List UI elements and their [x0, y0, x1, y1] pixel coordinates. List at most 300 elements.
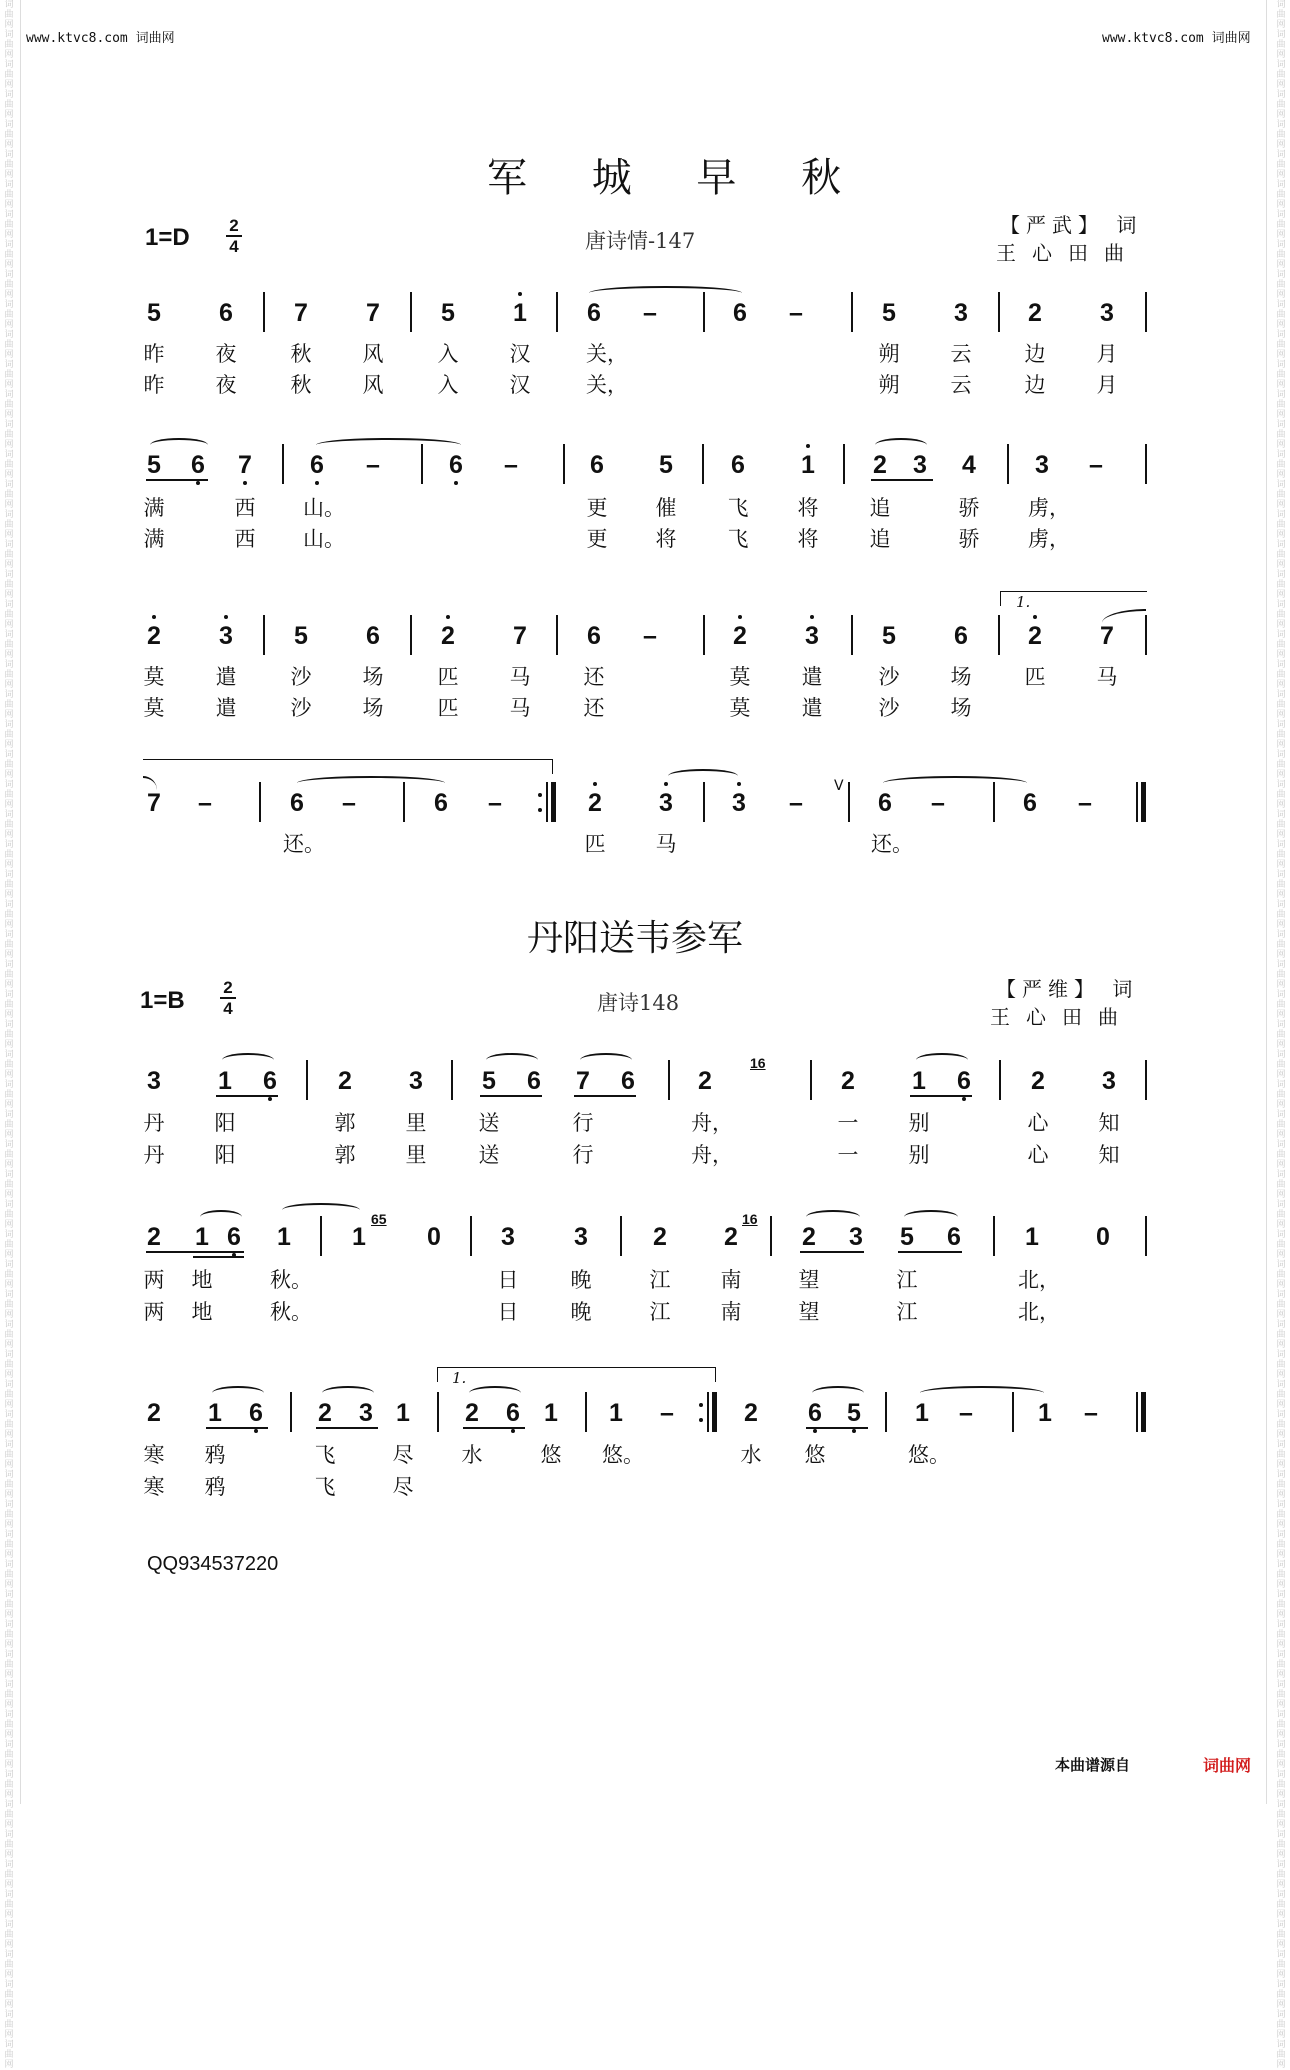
lyric: 遣 — [801, 665, 823, 689]
lyric: 秋 — [290, 342, 312, 366]
lyric: 秋。 — [270, 1300, 312, 1324]
lyric: 两 — [143, 1300, 165, 1324]
note: 2 — [841, 1067, 855, 1095]
lyric: 飞 — [727, 496, 749, 520]
note: 1 — [544, 1399, 558, 1427]
final-barline — [1141, 782, 1146, 822]
octave-dot — [806, 444, 810, 448]
beam — [480, 1095, 542, 1097]
repeat-dot — [538, 808, 542, 812]
octave-dot — [962, 1097, 966, 1101]
slur-start — [1102, 609, 1146, 623]
slur — [589, 286, 742, 300]
octave-dot — [738, 615, 742, 619]
lyric: 郭 — [334, 1111, 356, 1135]
footer-source-label: 本曲谱源自 — [1055, 1757, 1131, 1774]
octave-dot — [315, 481, 319, 485]
lyric: 北， — [1018, 1300, 1060, 1324]
lyric: 莫 — [729, 696, 751, 720]
lyric: 山。 — [303, 527, 345, 551]
lyric: 将 — [797, 527, 819, 551]
song1-composer: 王心田曲 — [996, 241, 1140, 265]
note: 1 — [915, 1399, 929, 1427]
beam — [574, 1095, 636, 1097]
beam — [463, 1427, 525, 1429]
final-barline — [1141, 1392, 1146, 1432]
lyric: 南 — [720, 1268, 742, 1292]
lyric: 场 — [950, 665, 972, 689]
lyric: 飞 — [314, 1475, 336, 1499]
lyric: 行 — [572, 1111, 594, 1135]
repeat-dot — [538, 793, 542, 797]
qq-contact: QQ934537220 — [147, 1553, 279, 1575]
lyric: 日 — [497, 1268, 519, 1292]
octave-dot — [511, 1429, 515, 1433]
note: 5 — [882, 622, 896, 650]
note: 1 — [195, 1223, 209, 1251]
slur — [904, 1210, 958, 1224]
lyric: 匹 — [584, 832, 606, 856]
lyric: 夜 — [215, 342, 237, 366]
lyric: 阳 — [214, 1143, 236, 1167]
dash: – — [789, 299, 803, 327]
lyric: 江 — [649, 1268, 671, 1292]
note: 6 — [1023, 789, 1037, 817]
barline — [999, 1060, 1001, 1100]
note: 6 — [957, 1067, 971, 1095]
note: 3 — [359, 1399, 373, 1427]
octave-dot — [268, 1097, 272, 1101]
lyric: 虏， — [1028, 496, 1070, 520]
lyric: 还 — [583, 665, 605, 689]
song2-key: 1=B — [140, 987, 185, 1014]
slur — [282, 1203, 360, 1217]
lyric: 江 — [896, 1268, 918, 1292]
note: 2 — [1028, 622, 1042, 650]
note: 6 — [249, 1399, 263, 1427]
lyric: 知 — [1098, 1143, 1120, 1167]
note: 5 — [441, 299, 455, 327]
lyric: 马 — [509, 696, 531, 720]
lyric: 别 — [908, 1143, 930, 1167]
octave-dot — [737, 782, 741, 786]
barline — [703, 782, 705, 822]
volta-bracket — [437, 1367, 716, 1382]
lyric: 悠 — [804, 1443, 826, 1467]
lyric: 里 — [405, 1143, 427, 1167]
song2-title: 丹阳送韦参军 — [527, 917, 744, 958]
lyric: 水 — [461, 1443, 483, 1467]
grace-notes: 16 — [750, 1055, 766, 1071]
lyric: 莫 — [729, 665, 751, 689]
slur — [297, 776, 445, 790]
barline — [259, 782, 261, 822]
lyric: 月 — [1096, 342, 1118, 366]
barline — [410, 292, 412, 332]
lyric: 舟， — [691, 1143, 733, 1167]
note: 3 — [913, 451, 927, 479]
song2-lyricist: 【严维】 词 — [996, 977, 1139, 1001]
grace-notes: 65 — [371, 1211, 387, 1227]
lyric: 别 — [908, 1111, 930, 1135]
footer-site-link[interactable]: 词曲网 — [1203, 1758, 1252, 1775]
beam — [216, 1095, 278, 1097]
slur — [668, 769, 738, 783]
note: 6 — [947, 1223, 961, 1251]
barline — [843, 444, 845, 484]
beam — [806, 1427, 868, 1429]
octave-dot — [196, 481, 200, 485]
lyric: 南 — [720, 1300, 742, 1324]
note: 2 — [744, 1399, 758, 1427]
repeat-dot — [699, 1418, 703, 1422]
lyric: 鸦 — [204, 1443, 226, 1467]
barline — [585, 1392, 587, 1432]
barline — [1145, 1216, 1147, 1256]
note: 6 — [878, 789, 892, 817]
lyric: 心 — [1027, 1143, 1049, 1167]
note: 2 — [698, 1067, 712, 1095]
octave-dot — [810, 615, 814, 619]
lyric: 马 — [1096, 665, 1118, 689]
barline — [703, 615, 705, 655]
note: 2 — [338, 1067, 352, 1095]
repeat-end-barline — [551, 782, 556, 822]
note: 6 — [290, 789, 304, 817]
barline — [556, 615, 558, 655]
lyric: 悠。 — [602, 1443, 644, 1467]
note: 5 — [882, 299, 896, 327]
slur — [916, 1053, 968, 1067]
note: 6 — [587, 299, 601, 327]
lyric: 舟， — [691, 1111, 733, 1135]
note: 6 — [506, 1399, 520, 1427]
right-margin-line — [1266, 0, 1267, 1804]
slur — [469, 1386, 521, 1400]
lyric: 日 — [497, 1300, 519, 1324]
note: 2 — [802, 1223, 816, 1251]
note: 6 — [219, 299, 233, 327]
dash: – — [660, 1399, 674, 1427]
note: 6 — [808, 1399, 822, 1427]
octave-dot — [243, 481, 247, 485]
lyric: 秋 — [290, 373, 312, 397]
note: 1 — [277, 1223, 291, 1251]
lyric: 送 — [478, 1143, 500, 1167]
lyric: 场 — [362, 696, 384, 720]
note: 6 — [954, 622, 968, 650]
lyric: 西 — [234, 527, 256, 551]
lyric: 寒 — [143, 1475, 165, 1499]
lyric: 云 — [950, 373, 972, 397]
lyric: 一 — [837, 1143, 859, 1167]
note: 3 — [1035, 451, 1049, 479]
lyric: 场 — [950, 696, 972, 720]
dash: – — [488, 789, 502, 817]
left-margin-line — [20, 0, 21, 1804]
left-watermark-strip: 词曲网词曲网词曲网词曲网词曲网词曲网词曲网词曲网词曲网词曲网词曲网词曲网词曲网词曲网词曲网词曲网词曲网词曲网词曲网词曲网词曲网词曲网词曲网词曲网词曲网词曲网词曲网词曲网词曲网词曲网词曲网词曲网词曲网词曲网词曲网词曲网词曲网词曲网词曲网词曲网词曲网词曲网词曲网词曲网词曲网词曲网词曲网词曲网词曲网词曲网词曲网词曲网词曲网词曲网词曲网词曲网词曲网词曲网词曲网词曲网词曲网词曲网词曲网词曲网词曲网词曲网词曲网词曲网词曲网 — [4, 0, 14, 2070]
note: 7 — [513, 622, 527, 650]
octave-dot — [254, 1429, 258, 1433]
note: 6 — [366, 622, 380, 650]
octave-dot — [593, 782, 597, 786]
dash: – — [342, 789, 356, 817]
note: 1 — [912, 1067, 926, 1095]
lyric: 朔 — [878, 342, 900, 366]
note: 3 — [574, 1223, 588, 1251]
lyric: 将 — [797, 496, 819, 520]
lyric: 地 — [191, 1300, 213, 1324]
barline — [707, 1392, 709, 1432]
lyric: 丹 — [143, 1111, 165, 1135]
lyric: 西 — [234, 496, 256, 520]
lyric: 关， — [586, 373, 628, 397]
slur — [316, 438, 461, 452]
lyric: 入 — [437, 373, 459, 397]
barline — [703, 292, 705, 332]
lyric: 遣 — [215, 665, 237, 689]
lyric: 知 — [1098, 1111, 1120, 1135]
note: 2 — [318, 1399, 332, 1427]
song2-composer: 王心田曲 — [990, 1005, 1134, 1029]
lyric: 山。 — [303, 496, 345, 520]
note: 1 — [208, 1399, 222, 1427]
lyric: 汉 — [509, 342, 531, 366]
note: 6 — [587, 622, 601, 650]
barline — [421, 444, 423, 484]
lyric: 入 — [437, 342, 459, 366]
slur — [806, 1210, 860, 1224]
octave-dot — [664, 782, 668, 786]
lyric: 悠 — [540, 1443, 562, 1467]
note: 0 — [427, 1223, 441, 1251]
slur — [486, 1053, 538, 1067]
barline — [263, 292, 265, 332]
dash: – — [643, 622, 657, 650]
note: 6 — [227, 1223, 241, 1251]
barline — [470, 1216, 472, 1256]
octave-dot — [518, 292, 522, 296]
note: 3 — [147, 1067, 161, 1095]
octave-dot — [152, 615, 156, 619]
beam — [206, 1427, 268, 1429]
lyric: 飞 — [727, 527, 749, 551]
octave-dot — [813, 1429, 817, 1433]
volta-number: 1. — [452, 1369, 467, 1387]
note: 3 — [409, 1067, 423, 1095]
dash: – — [643, 299, 657, 327]
slur — [212, 1386, 264, 1400]
barline — [263, 615, 265, 655]
note: 1 — [801, 451, 815, 479]
note: 7 — [147, 789, 161, 817]
lyric: 行 — [572, 1143, 594, 1167]
note: 2 — [733, 622, 747, 650]
beam — [800, 1251, 864, 1253]
slur — [812, 1386, 864, 1400]
lyric: 飞 — [314, 1443, 336, 1467]
header-site-left[interactable]: www.ktvc8.com 词曲网 — [26, 31, 175, 46]
barline — [848, 782, 850, 822]
beam — [910, 1095, 972, 1097]
note: 5 — [900, 1223, 914, 1251]
barline — [320, 1216, 322, 1256]
lyric: 沙 — [878, 665, 900, 689]
lyric: 昨 — [143, 373, 165, 397]
lyric: 尽 — [392, 1475, 414, 1499]
lyric: 郭 — [334, 1143, 356, 1167]
note: 2 — [588, 789, 602, 817]
song1-lyricist: 【严武】 词 — [1000, 213, 1143, 237]
slur — [222, 1053, 274, 1067]
lyric: 追 — [869, 527, 891, 551]
lyric: 地 — [191, 1268, 213, 1292]
beam — [898, 1251, 962, 1253]
barline — [556, 292, 558, 332]
barline — [410, 615, 412, 655]
note: 6 — [590, 451, 604, 479]
note: 2 — [1028, 299, 1042, 327]
lyric: 望 — [798, 1268, 820, 1292]
lyric: 里 — [405, 1111, 427, 1135]
note: 2 — [465, 1399, 479, 1427]
note: 7 — [294, 299, 308, 327]
dash: – — [789, 789, 803, 817]
octave-dot — [1033, 615, 1037, 619]
lyric: 北， — [1018, 1268, 1060, 1292]
slur — [200, 1210, 242, 1224]
note: 5 — [147, 451, 161, 479]
lyric: 还。 — [283, 832, 325, 856]
note: 3 — [732, 789, 746, 817]
note: 6 — [733, 299, 747, 327]
lyric: 边 — [1024, 342, 1046, 366]
slur-end — [143, 776, 157, 790]
barline — [851, 292, 853, 332]
note: 1 — [1038, 1399, 1052, 1427]
lyric: 沙 — [878, 696, 900, 720]
slur — [322, 1386, 374, 1400]
beam-outer — [146, 1251, 244, 1253]
note: 5 — [147, 299, 161, 327]
song1-time-signature: 2 4 — [226, 217, 242, 255]
note: 2 — [1031, 1067, 1045, 1095]
note: 7 — [576, 1067, 590, 1095]
note: 6 — [621, 1067, 635, 1095]
lyric: 沙 — [290, 696, 312, 720]
lyric: 风 — [362, 373, 384, 397]
barline — [620, 1216, 622, 1256]
barline — [1136, 1392, 1138, 1432]
note: 5 — [294, 622, 308, 650]
volta-number: 1. — [1016, 593, 1031, 611]
note: 5 — [482, 1067, 496, 1095]
dash: – — [931, 789, 945, 817]
dash: – — [198, 789, 212, 817]
barline — [290, 1392, 292, 1432]
lyric: 马 — [655, 832, 677, 856]
grace-notes: 16 — [742, 1211, 758, 1227]
barline — [437, 1392, 439, 1432]
song1-title: 军 城 早 秋 — [487, 155, 868, 201]
lyric: 莫 — [143, 696, 165, 720]
barline — [282, 444, 284, 484]
repeat-end-barline — [712, 1392, 717, 1432]
lyric: 江 — [649, 1300, 671, 1324]
barline — [1136, 782, 1138, 822]
lyric: 昨 — [143, 342, 165, 366]
barline — [546, 782, 548, 822]
lyric: 水 — [740, 1443, 762, 1467]
note: 2 — [724, 1223, 738, 1251]
lyric: 晚 — [570, 1300, 592, 1324]
note: 4 — [962, 451, 976, 479]
note: 1 — [396, 1399, 410, 1427]
lyric: 催 — [655, 496, 677, 520]
barline — [998, 615, 1000, 655]
note: 3 — [849, 1223, 863, 1251]
lyric: 月 — [1096, 373, 1118, 397]
note: 7 — [1100, 622, 1114, 650]
lyric: 风 — [362, 342, 384, 366]
lyric: 莫 — [143, 665, 165, 689]
lyric: 阳 — [214, 1111, 236, 1135]
beam — [316, 1427, 378, 1429]
beam — [146, 479, 208, 481]
slur — [150, 438, 208, 452]
note: 2 — [147, 1399, 161, 1427]
barline — [851, 615, 853, 655]
note: 6 — [449, 451, 463, 479]
lyric: 遣 — [215, 696, 237, 720]
lyric: 云 — [950, 342, 972, 366]
note: 1 — [609, 1399, 623, 1427]
breath-mark: V — [834, 778, 844, 794]
barline — [1145, 292, 1147, 332]
lyric: 尽 — [392, 1443, 414, 1467]
lyric: 晚 — [570, 1268, 592, 1292]
lyric: 沙 — [290, 665, 312, 689]
note: 7 — [238, 451, 252, 479]
dash: – — [1078, 789, 1092, 817]
lyric: 骄 — [958, 496, 980, 520]
barline — [1145, 444, 1147, 484]
note: 1 — [352, 1223, 366, 1251]
barline — [668, 1060, 670, 1100]
dash: – — [366, 451, 380, 479]
header-site-right[interactable]: www.ktvc8.com 词曲网 — [1102, 31, 1251, 46]
barline — [993, 1216, 995, 1256]
note: 6 — [191, 451, 205, 479]
beam — [871, 479, 933, 481]
dash: – — [959, 1399, 973, 1427]
lyric: 心 — [1027, 1111, 1049, 1135]
barline — [810, 1060, 812, 1100]
note: 3 — [1100, 299, 1114, 327]
barline — [998, 292, 1000, 332]
volta-bracket-end — [143, 759, 553, 774]
note: 3 — [501, 1223, 515, 1251]
note: 6 — [434, 789, 448, 817]
lyric: 边 — [1024, 373, 1046, 397]
slur — [580, 1053, 632, 1067]
song1-subtitle: 唐诗情-147 — [585, 229, 696, 253]
repeat-dot — [699, 1403, 703, 1407]
lyric: 朔 — [878, 373, 900, 397]
lyric: 追 — [869, 496, 891, 520]
note: 1 — [1025, 1223, 1039, 1251]
lyric: 匹 — [437, 696, 459, 720]
